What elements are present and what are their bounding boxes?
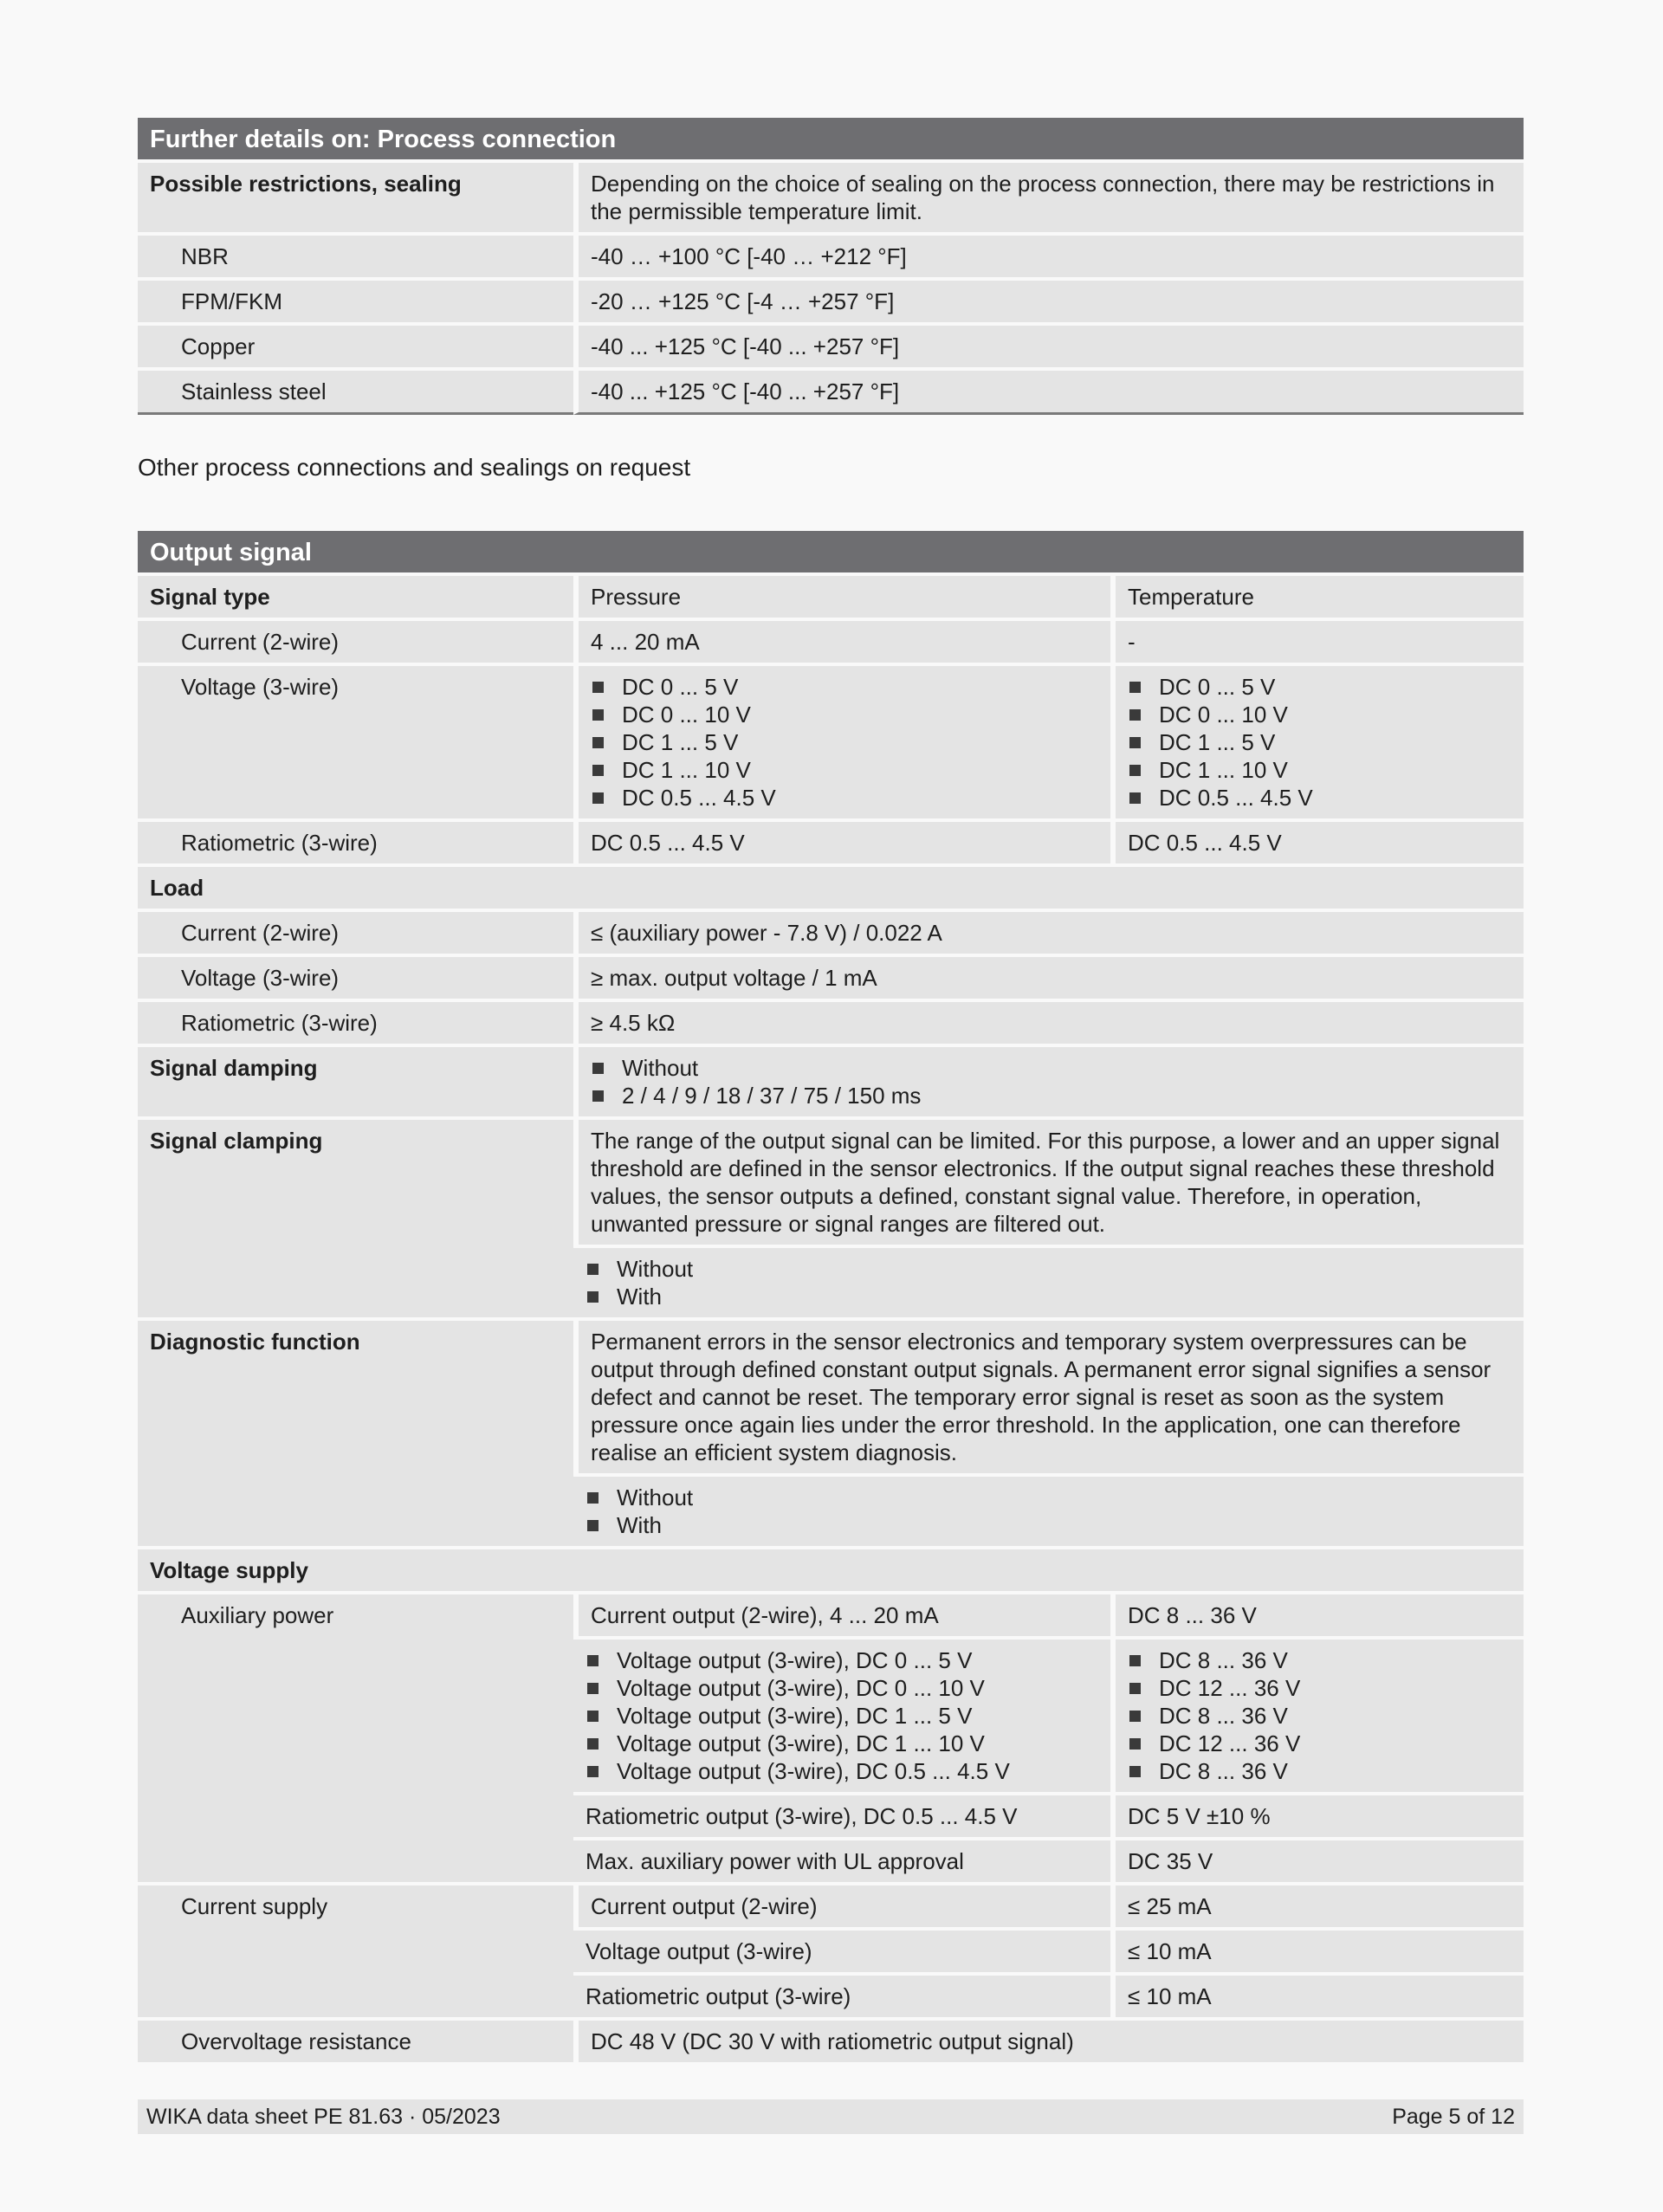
list-item: DC 1 ... 10 V — [1128, 756, 1511, 784]
row-value: -20 … +125 °C [-4 … +257 °F] — [573, 281, 1524, 322]
row-label: Signal type — [138, 576, 573, 618]
list-item: DC 12 ... 36 V — [1128, 1730, 1511, 1757]
bullet-list — [1128, 673, 1511, 812]
row-label: NBR — [138, 236, 573, 277]
page-footer — [138, 2099, 1524, 2134]
row-label: Load — [138, 867, 1524, 909]
list-item: DC 0.5 ... 4.5 V — [1128, 784, 1511, 812]
row-label: Current supply — [138, 1885, 573, 2017]
row-label: Ratiometric (3-wire) — [138, 822, 573, 863]
column-header-temperature: Temperature — [1110, 576, 1524, 618]
list-item: DC 0 ... 10 V — [591, 701, 1098, 728]
row-label: Diagnostic function — [138, 1321, 573, 1546]
row-value: Permanent errors in the sensor electronics and temporary system overpressures can be output through defined constant output signals. A permanent error signal signifies a sensor defect and cannot be reset. The temporary error signal is reset as soon as the system pressure once again lies under the error threshold. In the application, one can therefore realise an efficient system diagnosis. — [573, 1321, 1524, 1473]
list-item: DC 8 ... 36 V — [1128, 1757, 1511, 1785]
process-connection-table — [138, 114, 1524, 418]
list-item: DC 0 ... 10 V — [1128, 701, 1511, 728]
table-row — [138, 867, 1524, 909]
row-label: Ratiometric (3-wire) — [138, 1002, 573, 1044]
table-row — [138, 326, 1524, 367]
table-row — [138, 822, 1524, 863]
row-desc: Current output (2-wire), 4 ... 20 mA — [573, 1594, 1110, 1636]
table-row — [138, 371, 1524, 415]
table-row — [138, 621, 1524, 663]
row-label: Stainless steel — [138, 371, 573, 415]
row-value: DC 5 V ±10 % — [1110, 1795, 1524, 1837]
row-label: Signal clamping — [138, 1120, 573, 1317]
row-label: Copper — [138, 326, 573, 367]
row-value: DC 0.5 ... 4.5 V — [1110, 822, 1524, 863]
bullet-list — [591, 673, 1098, 812]
row-label: Current (2-wire) — [138, 912, 573, 954]
list-item: DC 1 ... 5 V — [1128, 728, 1511, 756]
row-value: ≤ 10 mA — [1110, 1976, 1524, 2017]
row-label: Overvoltage resistance — [138, 2021, 573, 2062]
row-value: ≤ 10 mA — [1110, 1931, 1524, 1972]
row-desc: Current output (2-wire) — [573, 1885, 1110, 1927]
footer-document-id: WIKA data sheet PE 81.63 · 05/2023 — [146, 2105, 501, 2129]
section-title-output-signal: Output signal — [138, 531, 1524, 572]
row-desc: Voltage output (3-wire) — [573, 1931, 1110, 1972]
row-value — [573, 1047, 1524, 1116]
row-label: Current (2-wire) — [138, 621, 573, 663]
list-item: Voltage output (3-wire), DC 1 ... 5 V — [586, 1702, 1098, 1730]
datasheet-page — [138, 118, 1524, 2066]
row-desc: Ratiometric output (3-wire), DC 0.5 ... 4.5 V — [573, 1795, 1110, 1837]
row-value — [1110, 1640, 1524, 1792]
row-value: -40 ... +125 °C [-40 ... +257 °F] — [573, 371, 1524, 415]
list-item: Voltage output (3-wire), DC 0 ... 5 V — [586, 1646, 1098, 1674]
row-label: Voltage (3-wire) — [138, 957, 573, 999]
row-value: ≥ 4.5 kΩ — [573, 1002, 1524, 1044]
list-item: Voltage output (3-wire), DC 0 ... 10 V — [586, 1674, 1098, 1702]
row-value — [573, 1477, 1524, 1546]
row-desc — [573, 1640, 1110, 1792]
row-value: ≤ (auxiliary power - 7.8 V) / 0.022 A — [573, 912, 1524, 954]
column-header-pressure: Pressure — [573, 576, 1110, 618]
table-row — [138, 957, 1524, 999]
row-value: ≥ max. output voltage / 1 mA — [573, 957, 1524, 999]
table-row — [138, 1594, 1524, 1636]
row-value — [573, 666, 1110, 818]
table-row — [138, 281, 1524, 322]
bullet-list — [586, 1646, 1098, 1785]
table-row — [138, 1002, 1524, 1044]
row-value: ≤ 25 mA — [1110, 1885, 1524, 1927]
row-value: The range of the output signal can be limited. For this purpose, a lower and an upper signal threshold are defined in the sensor electronics. If the output signal reaches these threshold values, the sensor outputs a defined, constant signal value. Therefore, in operation, unwanted pressure or signal ranges are filtered out. — [573, 1120, 1524, 1245]
row-value: DC 8 ... 36 V — [1110, 1594, 1524, 1636]
list-item: Without — [586, 1484, 1511, 1511]
footer-page-number: Page 5 of 12 — [1392, 2105, 1515, 2129]
row-label: Signal damping — [138, 1047, 573, 1116]
row-value: - — [1110, 621, 1524, 663]
process-note: Other process connections and sealings on request — [138, 454, 691, 481]
bullet-list — [1128, 1646, 1511, 1785]
table-row — [138, 1120, 1524, 1245]
row-value: -40 … +100 °C [-40 … +212 °F] — [573, 236, 1524, 277]
table-row — [138, 1885, 1524, 1927]
table-row — [138, 1047, 1524, 1116]
table-row — [138, 576, 1524, 618]
row-label: Voltage (3-wire) — [138, 666, 573, 818]
list-item: DC 1 ... 5 V — [591, 728, 1098, 756]
section-title-process-connection: Further details on: Process connection — [138, 118, 1524, 159]
row-value: DC 48 V (DC 30 V with ratiometric output signal) — [573, 2021, 1524, 2062]
table-row — [138, 912, 1524, 954]
list-item: 2 / 4 / 9 / 18 / 37 / 75 / 150 ms — [591, 1082, 1511, 1109]
table-row — [138, 163, 1524, 232]
row-value: Depending on the choice of sealing on the process connection, there may be restrictions in the permissible temperature limit. — [573, 163, 1524, 232]
list-item: DC 0.5 ... 4.5 V — [591, 784, 1098, 812]
list-item: Voltage output (3-wire), DC 0.5 ... 4.5 V — [586, 1757, 1098, 1785]
table-row — [138, 1321, 1524, 1473]
row-value — [1110, 666, 1524, 818]
list-item: DC 0 ... 5 V — [1128, 673, 1511, 701]
row-value: -40 ... +125 °C [-40 ... +257 °F] — [573, 326, 1524, 367]
row-desc: Ratiometric output (3-wire) — [573, 1976, 1110, 2017]
row-desc: Max. auxiliary power with UL approval — [573, 1840, 1110, 1882]
bullet-list — [586, 1484, 1511, 1539]
list-item: With — [586, 1283, 1511, 1310]
table-row — [138, 666, 1524, 818]
row-value: 4 ... 20 mA — [573, 621, 1110, 663]
table-row — [138, 2021, 1524, 2062]
row-value — [573, 1248, 1524, 1317]
list-item: DC 8 ... 36 V — [1128, 1646, 1511, 1674]
list-item: With — [586, 1511, 1511, 1539]
row-value: DC 0.5 ... 4.5 V — [573, 822, 1110, 863]
row-label: Voltage supply — [138, 1549, 1524, 1591]
list-item: Without — [586, 1255, 1511, 1283]
list-item: Voltage output (3-wire), DC 1 ... 10 V — [586, 1730, 1098, 1757]
row-label: Possible restrictions, sealing — [138, 163, 573, 232]
list-item: DC 8 ... 36 V — [1128, 1702, 1511, 1730]
row-value: DC 35 V — [1110, 1840, 1524, 1882]
list-item: Without — [591, 1054, 1511, 1082]
row-label: FPM/FKM — [138, 281, 573, 322]
output-signal-table — [138, 527, 1524, 2066]
table-row — [138, 236, 1524, 277]
table-row — [138, 1549, 1524, 1591]
bullet-list — [591, 1054, 1511, 1109]
bullet-list — [586, 1255, 1511, 1310]
row-label: Auxiliary power — [138, 1594, 573, 1882]
list-item: DC 12 ... 36 V — [1128, 1674, 1511, 1702]
list-item: DC 0 ... 5 V — [591, 673, 1098, 701]
list-item: DC 1 ... 10 V — [591, 756, 1098, 784]
